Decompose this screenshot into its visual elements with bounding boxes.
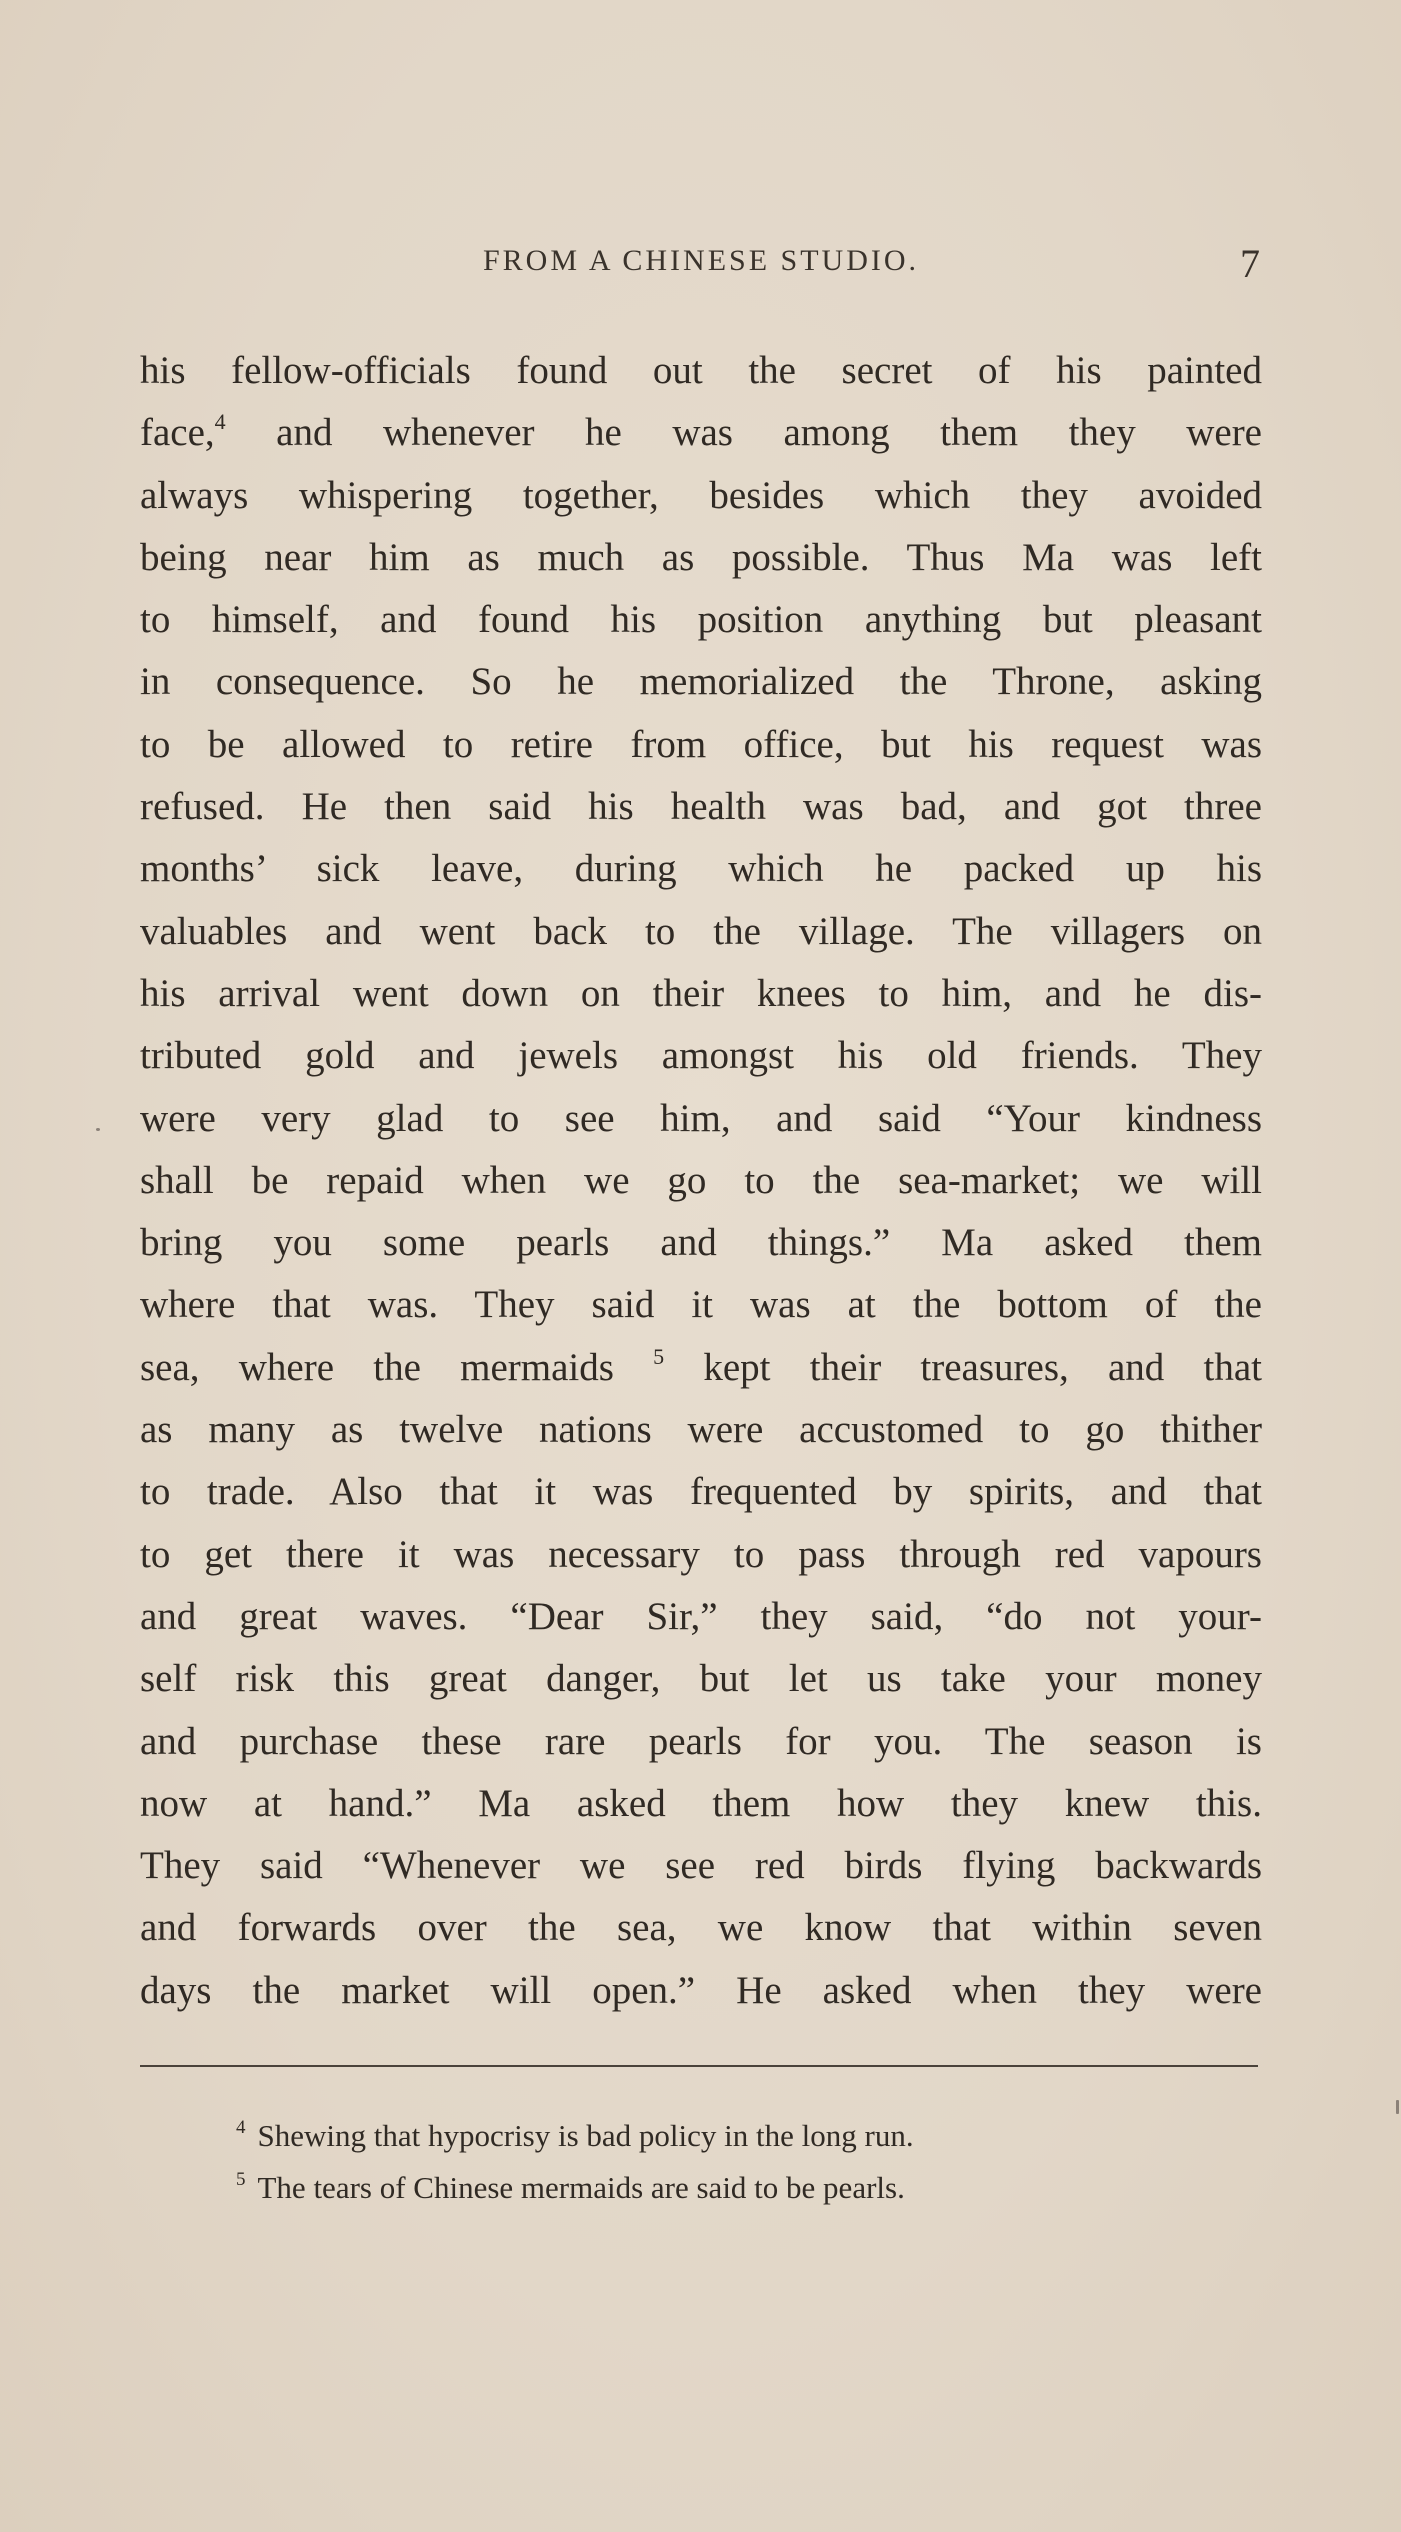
- text-segment: days the market will open.” He asked when they were: [140, 1968, 1262, 2012]
- body-text: [140, 340, 1262, 2022]
- text-line: [140, 1461, 1262, 1523]
- text-segment: to be allowed to retire from office, but his request was: [140, 722, 1262, 766]
- text-segment: being near him as much as possible. Thus Ma was left: [140, 535, 1262, 579]
- text-segment: and purchase these rare pearls for you. The season is: [140, 1719, 1262, 1763]
- text-line: [140, 1212, 1262, 1274]
- text-line: [140, 1025, 1262, 1087]
- text-segment: his fellow-officials found out the secret of his painted: [140, 349, 1262, 392]
- text-segment: self risk this great danger, but let us take your money: [140, 1657, 1262, 1701]
- footnotes: [236, 2110, 1266, 2214]
- text-line: [140, 340, 1262, 402]
- text-segment: sea, where the mermaids: [140, 1345, 654, 1389]
- text-line: [140, 1960, 1262, 2022]
- text-segment: and great waves. “Dear Sir,” they said, “do not your-: [140, 1594, 1262, 1638]
- text-line: [140, 1711, 1262, 1773]
- text-line: [140, 776, 1262, 838]
- footnote-marker: 4: [236, 2117, 246, 2138]
- footnote-text: The tears of Chinese mermaids are said to be pearls.: [257, 2170, 905, 2205]
- text-line: [140, 651, 1262, 713]
- text-line: [140, 1337, 1262, 1399]
- text-line: [140, 714, 1262, 776]
- footnote-rule: [140, 2065, 1258, 2067]
- text-segment: months’ sick leave, during which he packed up his: [140, 847, 1262, 891]
- page-header: [140, 238, 1262, 288]
- text-segment: as many as twelve nations were accustomed to go thither: [140, 1408, 1262, 1452]
- footnote-reference: 5: [653, 1343, 665, 1369]
- text-segment: now at hand.” Ma asked them how they knew this.: [140, 1781, 1262, 1825]
- text-line: [140, 527, 1262, 589]
- text-segment: in consequence. So he memorialized the Throne, asking: [140, 660, 1262, 704]
- paper-speck: [1396, 2100, 1399, 2114]
- text-line: [140, 465, 1262, 527]
- text-line: [140, 901, 1262, 963]
- text-line: [140, 1648, 1262, 1710]
- paper-speck: [96, 1128, 100, 1131]
- text-line: [140, 838, 1262, 900]
- text-segment: tributed gold and jewels amongst his old friends. They: [140, 1034, 1262, 1078]
- text-line: [140, 1399, 1262, 1461]
- footnote-reference: 4: [214, 409, 226, 435]
- footnote-marker: 5: [236, 2169, 246, 2190]
- text-segment: to himself, and found his position anything but pleasant: [140, 598, 1262, 642]
- text-segment: and whenever he was among them they were: [225, 411, 1262, 455]
- text-line: [140, 1586, 1262, 1648]
- text-segment: always whispering together, besides which they avoided: [140, 473, 1262, 517]
- text-line: [140, 1897, 1262, 1959]
- text-line: [140, 1274, 1262, 1336]
- text-line: [140, 589, 1262, 651]
- text-line: [140, 1524, 1262, 1586]
- text-segment: and forwards over the sea, we know that within seven: [140, 1906, 1262, 1950]
- text-line: [140, 1835, 1262, 1897]
- footnote-text: Shewing that hypocrisy is bad policy in the long run.: [257, 2118, 914, 2153]
- footnote: [236, 2110, 1266, 2162]
- text-segment: refused. He then said his health was bad, and got three: [140, 785, 1262, 829]
- text-segment: were very glad to see him, and said “Your kindness: [140, 1096, 1262, 1140]
- text-segment: his arrival went down on their knees to him, and he dis-: [140, 971, 1262, 1015]
- text-segment: kept their treasures, and that: [664, 1345, 1262, 1389]
- text-segment: bring you some pearls and things.” Ma asked them: [140, 1221, 1262, 1265]
- text-segment: valuables and went back to the village. The villagers on: [140, 909, 1262, 953]
- text-segment: where that was. They said it was at the bottom of the: [140, 1283, 1262, 1327]
- text-segment: face,: [140, 411, 215, 455]
- page-number: 7: [1240, 241, 1260, 286]
- text-line: [140, 1150, 1262, 1212]
- text-line: [140, 963, 1262, 1025]
- text-segment: They said “Whenever we see red birds flying backwards: [140, 1844, 1262, 1888]
- text-line: [140, 402, 1262, 464]
- text-segment: to trade. Also that it was frequented by spirits, and that: [140, 1470, 1262, 1514]
- text-segment: shall be repaid when we go to the sea-market; we will: [140, 1158, 1262, 1202]
- text-segment: to get there it was necessary to pass through red vapours: [140, 1532, 1262, 1576]
- footnote: [236, 2162, 1266, 2214]
- text-line: [140, 1088, 1262, 1150]
- running-title: FROM A CHINESE STUDIO.: [482, 244, 920, 277]
- text-line: [140, 1773, 1262, 1835]
